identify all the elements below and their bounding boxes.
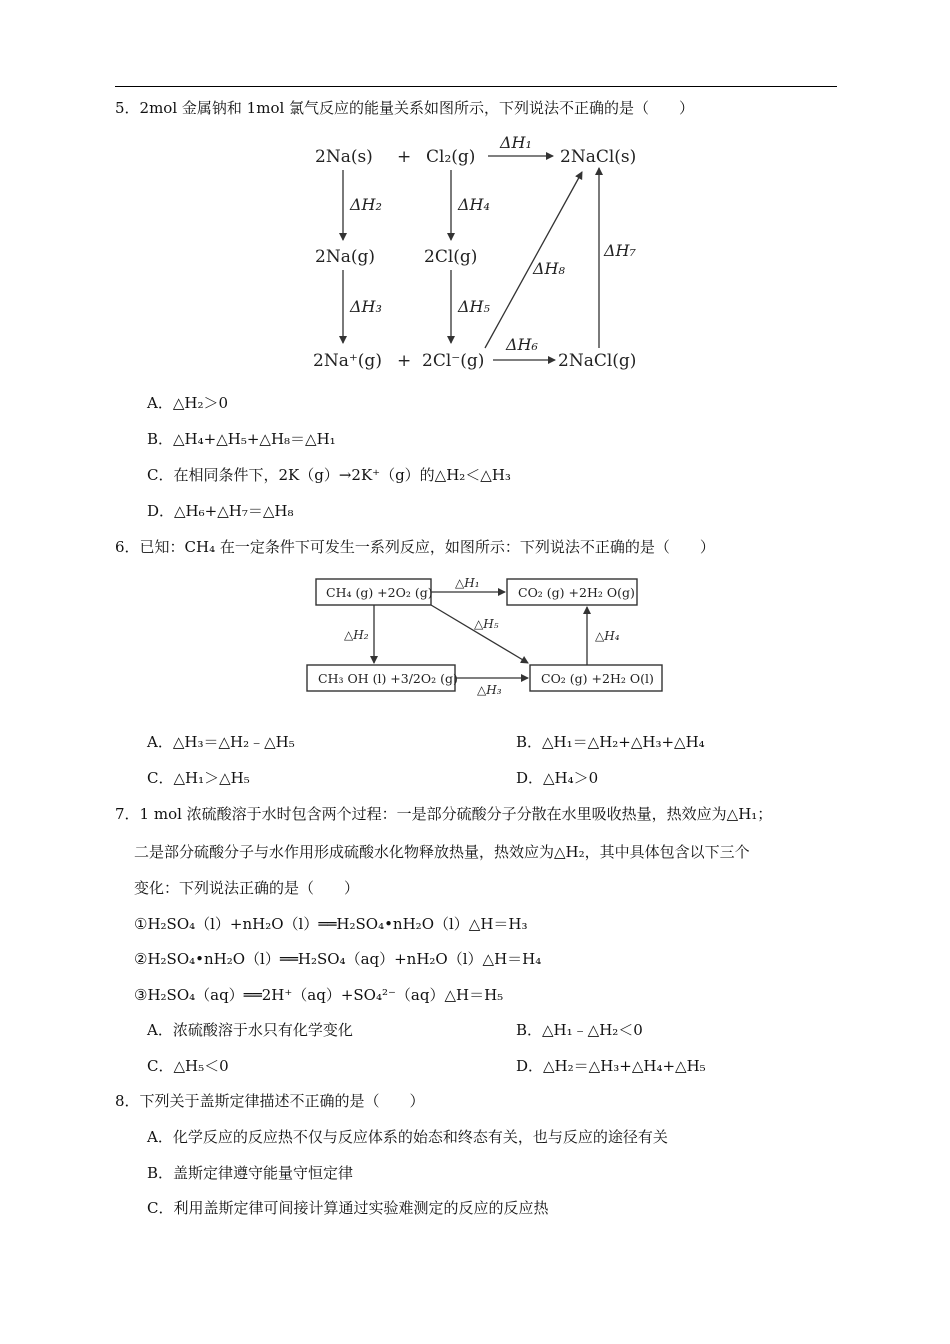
q5-nacl-gas: 2NaCl(g) <box>558 351 637 371</box>
q7-equation-2: ②H₂SO₄•nH₂O（l）══H₂SO₄（aq）+nH₂O（l）△H＝H₄ <box>134 950 542 968</box>
q5-cl-gas: 2Cl(g) <box>424 247 478 267</box>
q6-arrow-h5 <box>431 605 528 663</box>
q5-label-h3: ΔH₃ <box>350 297 382 316</box>
q7-stem-line2: 二是部分硫酸分子与水作用形成硫酸水化物释放热量，热效应为△H₂，其中具体包含以下三个 <box>134 843 750 861</box>
q8-option-a: A．化学反应的反应热不仅与反应体系的始态和终态有关，也与反应的途径有关 <box>147 1128 668 1146</box>
q6-option-a: A．△H₃＝△H₂﹣△H₅ <box>147 733 295 751</box>
q5-label-h8: ΔH₈ <box>533 259 565 278</box>
q6-label-h1: △H₁ <box>455 576 480 590</box>
q6-label-h5: △H₅ <box>474 617 499 631</box>
q6-box-co2-gas-label: CO₂ (g) +2H₂ O(g) <box>518 585 635 600</box>
q6-reaction-diagram <box>300 570 670 705</box>
q5-label-h7: ΔH₇ <box>604 241 636 260</box>
q7-equation-1: ①H₂SO₄（l）+nH₂O（l）══H₂SO₄•nH₂O（l）△H＝H₃ <box>134 915 528 933</box>
q5-cl-ion: 2Cl⁻(g) <box>422 351 485 371</box>
q6-label-h3: △H₃ <box>477 683 502 697</box>
q7-stem-line3: 变化：下列说法正确的是（ ） <box>134 879 360 897</box>
q8-option-c: C．利用盖斯定律可间接计算通过实验难测定的反应的反应热 <box>147 1199 549 1217</box>
q5-label-h5: ΔH₅ <box>458 297 490 316</box>
q5-energy-diagram <box>300 128 650 378</box>
q5-nacl-solid: 2NaCl(s) <box>560 147 637 167</box>
q6-label-h2: △H₂ <box>344 628 369 642</box>
q5-plus-top: + <box>397 147 412 167</box>
q5-cl2-gas: Cl₂(g) <box>426 147 476 167</box>
q6-option-c: C．△H₁＞△H₅ <box>147 769 250 787</box>
q7-option-c: C．△H₅＜0 <box>147 1057 229 1075</box>
q6-box-co2-liquid-label: CO₂ (g) +2H₂ O(l) <box>541 671 654 686</box>
q7-option-a: A．浓硫酸溶于水只有化学变化 <box>147 1021 353 1039</box>
q5-na-solid: 2Na(s) <box>315 147 373 167</box>
header-rule <box>115 86 837 87</box>
q5-na-ion: 2Na⁺(g) <box>313 351 382 371</box>
q6-option-d: D．△H₄＞0 <box>516 769 599 787</box>
q5-option-d: D．△H₆+△H₇＝△H₈ <box>147 502 294 520</box>
q5-label-h6: ΔH₆ <box>506 335 538 354</box>
q7-equation-3: ③H₂SO₄（aq）══2H⁺（aq）+SO₄²⁻（aq）△H＝H₅ <box>134 986 504 1004</box>
q5-na-gas: 2Na(g) <box>315 247 375 267</box>
q5-label-h1: ΔH₁ <box>500 133 532 152</box>
q7-option-d: D．△H₂＝△H₃+△H₄+△H₅ <box>516 1057 706 1075</box>
q6-option-b: B．△H₁＝△H₂+△H₃+△H₄ <box>516 733 705 751</box>
q5-label-h4: ΔH₄ <box>458 195 490 214</box>
q6-stem: 6．已知：CH₄ 在一定条件下可发生一系列反应，如图所示：下列说法不正确的是（ ） <box>115 538 715 556</box>
q5-option-c: C．在相同条件下，2K（g）→2K⁺（g）的△H₂＜△H₃ <box>147 466 511 484</box>
q7-stem-line1: 7．1 mol 浓硫酸溶于水时包含两个过程：一是部分硫酸分子分散在水里吸收热量，热效应为△H₁； <box>115 805 773 823</box>
q5-plus-bottom: + <box>397 351 412 371</box>
q8-option-b: B．盖斯定律遵守能量守恒定律 <box>147 1164 354 1182</box>
q5-option-a: A．△H₂＞0 <box>147 394 229 412</box>
q7-option-b: B．△H₁﹣△H₂＜0 <box>516 1021 643 1039</box>
q5-option-b: B．△H₄+△H₅+△H₈＝△H₁ <box>147 430 336 448</box>
q6-box-ch3oh-label: CH₃ OH (l) +3/2O₂ (g) <box>318 671 458 686</box>
q5-stem: 5．2mol 金属钠和 1mol 氯气反应的能量关系如图所示，下列说法不正确的是（ ） <box>115 99 695 117</box>
q8-stem: 8．下列关于盖斯定律描述不正确的是（ ） <box>115 1092 425 1110</box>
q5-label-h2: ΔH₂ <box>350 195 382 214</box>
q6-label-h4: △H₄ <box>595 629 620 643</box>
q6-box-ch4-label: CH₄ (g) +2O₂ (g) <box>326 585 433 600</box>
